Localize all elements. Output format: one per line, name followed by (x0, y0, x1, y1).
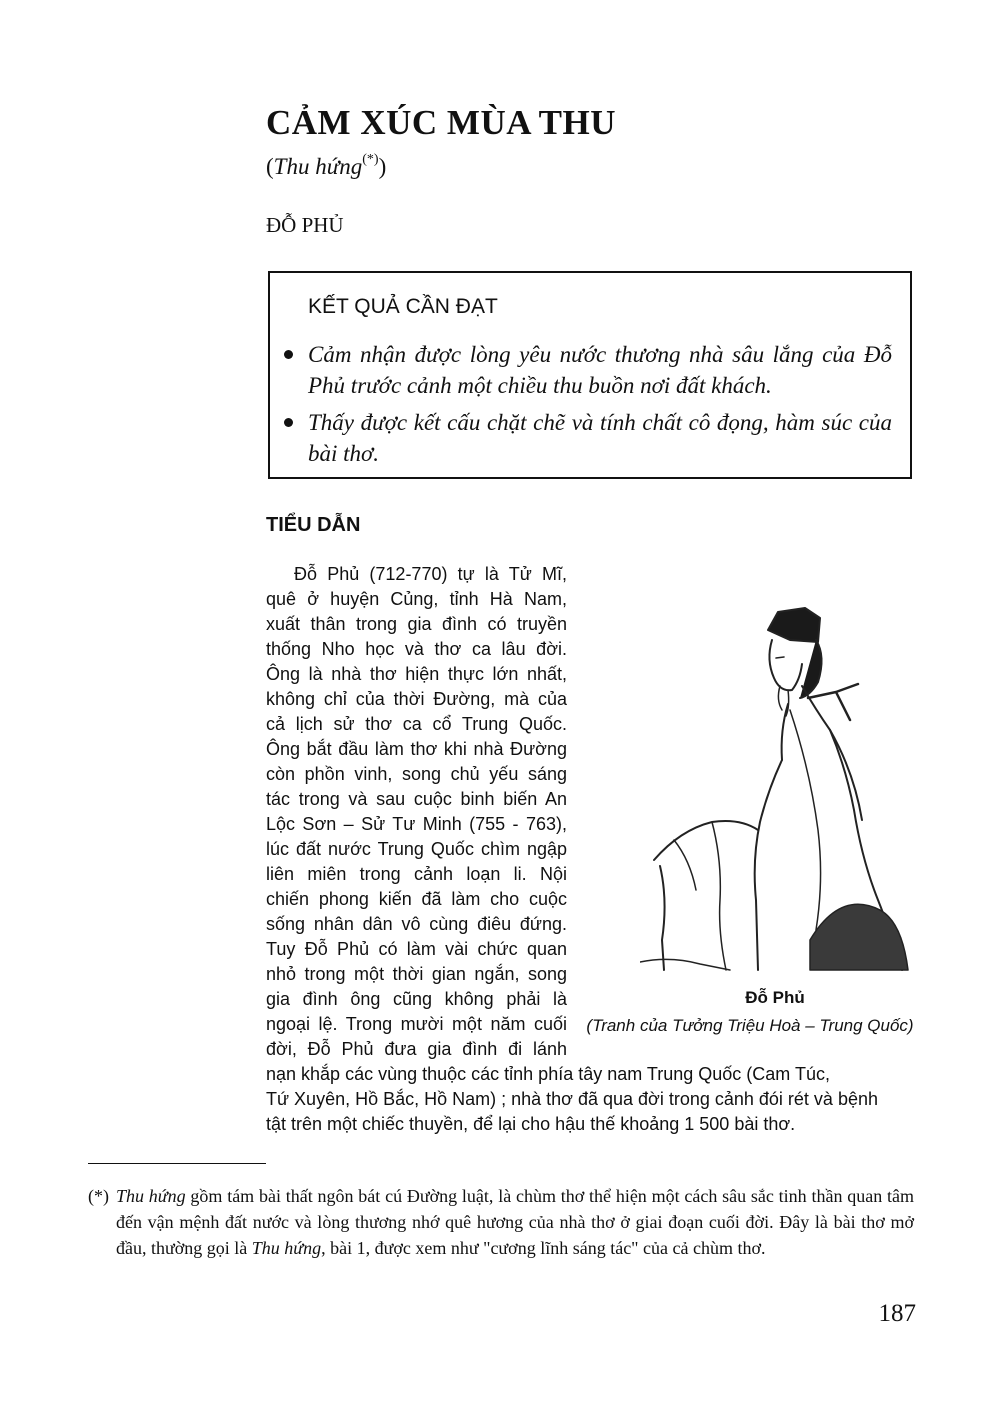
bio-line: còn phồn vinh, song chủ yếu sáng (266, 764, 567, 784)
footnote-text: gồm tám bài thất ngôn bát cú Đường luật, là chùm thơ thể hiện một cách sâu sắc tinh thần quan tâm đến vận mệnh đất nước và lòng thương nhớ quê hương của nhà thơ ở giai đoạn cuối đời. Đây là bài thơ mở đầu, thường gọi là (116, 1186, 915, 1258)
bio-line: quê ở huyện Củng, tỉnh Hà Nam, (266, 589, 567, 609)
learning-goals-list (282, 339, 892, 475)
bio-line: thống Nho học và thơ ca lâu đời. (266, 639, 567, 659)
footnote-ref: (*) (362, 152, 379, 167)
figure-caption-source: (Tranh của Tưởng Triệu Hoà – Trung Quốc) (586, 1016, 914, 1035)
bio-line: nhỏ trong một thời gian ngắn, song (266, 964, 567, 984)
bio-line: Tuy Đỗ Phủ có làm vài chức quan (266, 939, 567, 959)
footnote-mark: (*) (88, 1186, 109, 1206)
bio-line: tác trong và sau cuộc binh biến An (266, 789, 567, 809)
bio-line: Lộc Sơn – Sử Tư Minh (755 - 763), (266, 814, 567, 834)
bio-line: chiến phong kiến đã làm cho cuộc (266, 889, 567, 909)
goal-text: Thấy được kết cấu chặt chẽ và tính chất cô đọng, hàm súc của bài thơ. (308, 410, 892, 466)
footnote-term: Thu hứng (251, 1238, 322, 1258)
bullet-icon (284, 350, 293, 359)
bio-line: ngoại lệ. Trong mười một năm cuối (266, 1014, 567, 1034)
bio-line: xuất thân trong gia đình có truyền (266, 614, 567, 634)
footnote-text: , bài 1, được xem như "cương lĩnh sáng tác" của cả chùm thơ. (321, 1238, 766, 1258)
subtitle-close: ) (378, 154, 387, 179)
goal-item (282, 407, 892, 469)
subtitle (266, 152, 386, 180)
goal-text: Cảm nhận được lòng yêu nước thương nhà sâu lắng của Đỗ Phủ trước cảnh một chiều thu buồn nơi đất khách. (308, 342, 892, 398)
goal-item (282, 339, 892, 401)
subtitle-italic: Thu hứng (273, 154, 363, 179)
footnote-term: Thu hứng (116, 1186, 186, 1206)
bio-line: liên miên trong cảnh loạn li. Nội (266, 864, 567, 884)
learning-goals-heading: KẾT QUẢ CẦN ĐẠT (308, 295, 498, 318)
bullet-icon (284, 418, 293, 427)
bio-line: Tứ Xuyên, Hồ Bắc, Hồ Nam) ; nhà thơ đã qua đời trong cảnh đói rét và bệnh (266, 1089, 878, 1109)
bio-line: đời, Đỗ Phủ đưa gia đình đi lánh (266, 1039, 567, 1059)
figure-caption-name: Đỗ Phủ (745, 988, 805, 1007)
bio-line: cả lịch sử thơ ca cổ Trung Quốc. (266, 714, 567, 734)
bio-line: Ông là nhà thơ hiện thực lớn nhất, (266, 664, 567, 684)
footnote (88, 1183, 914, 1261)
portrait-illustration (640, 560, 910, 975)
bio-line: Đỗ Phủ (712-770) tự là Tử Mĩ, (294, 564, 567, 584)
bio-line: nạn khắp các vùng thuộc các tỉnh phía tây nam Trung Quốc (Cam Túc, (266, 1064, 830, 1084)
bio-line: lúc đất nước Trung Quốc chìm ngập (266, 839, 567, 859)
bio-line: gia đình ông cũng không phải là (266, 989, 567, 1009)
footnote-body (88, 1183, 914, 1261)
page-title: CẢM XÚC MÙA THU (266, 103, 617, 142)
subtitle-open: ( (266, 154, 274, 179)
bio-line: sống nhân dân vô cùng điêu đứng. (266, 914, 567, 934)
footnote-divider (88, 1163, 266, 1164)
bio-line: Ông bắt đầu làm thơ khi nhà Đường (266, 739, 567, 759)
biography-column (266, 562, 567, 1062)
learning-goals-box (268, 271, 912, 479)
page-number: 187 (878, 1300, 916, 1327)
bio-line: không chỉ của thời Đường, mà của (266, 689, 567, 709)
bio-line: tật trên một chiếc thuyền, để lại cho hậu thế khoảng 1 500 bài thơ. (266, 1114, 796, 1134)
biography-continuation (266, 1062, 914, 1137)
section-heading-intro: TIỂU DẪN (266, 514, 361, 536)
author-name: ĐỖ PHỦ (266, 213, 344, 237)
